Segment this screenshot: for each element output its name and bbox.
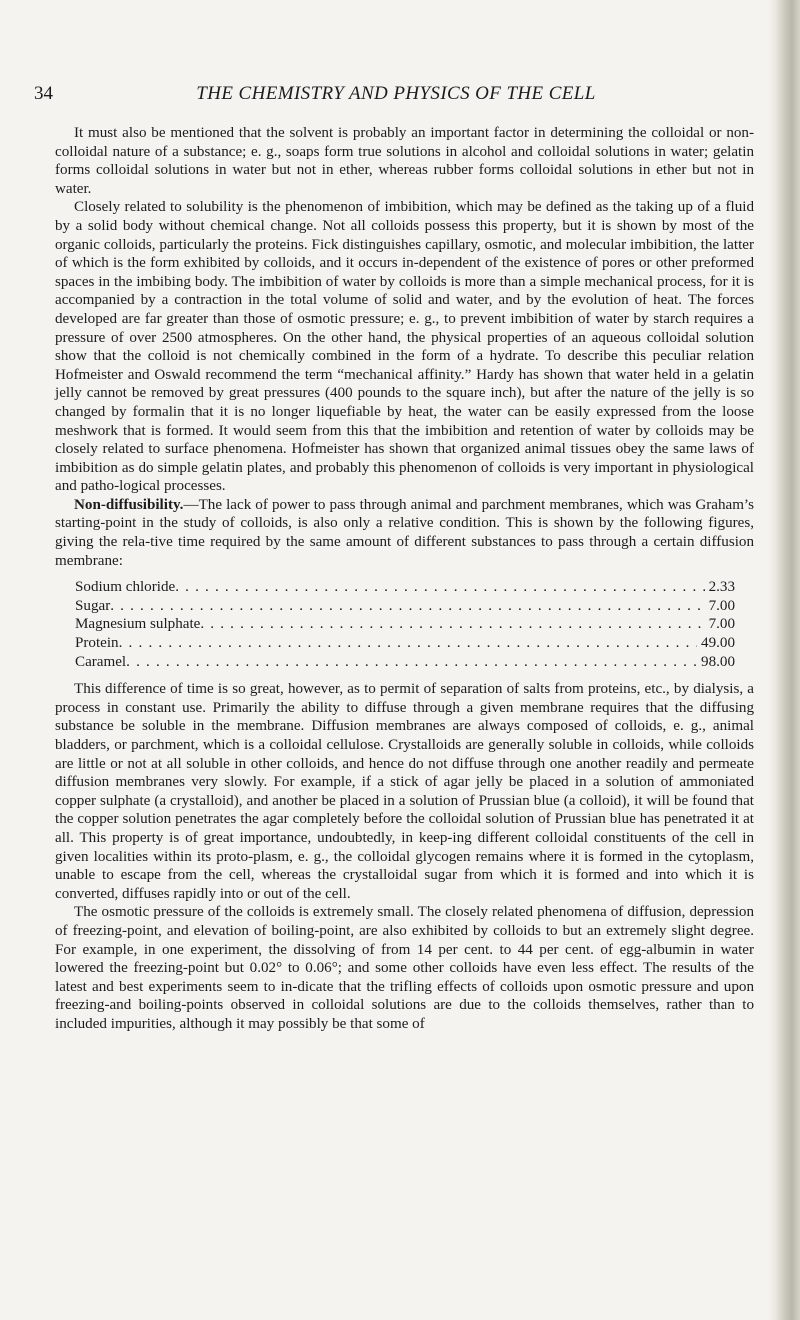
diffusion-time: 2.33 <box>708 579 735 596</box>
diffusion-time: 49.00 <box>701 635 735 652</box>
substance-name: Sugar <box>75 597 111 614</box>
substance-name: Caramel <box>75 653 127 670</box>
diffusion-time: 7.00 <box>708 616 735 633</box>
body-text <box>55 124 754 1034</box>
paragraph-dialysis: This difference of time is so great, however, as to permit of separation of salts from proteins, etc., by dialysis, a process in constant use. Primarily the ability to diffuse through a given membrane requires that the diffusing substance be soluble in the membrane. Diffusion membranes are always composed of colloids, e. g., animal bladders, or parchment, which is a colloidal cellulose. Crystalloids are generally soluble in colloids, while colloids are little or not at all soluble in other colloids, and hence do not diffuse through one another readily and permeate diffusion membranes very slowly. For example, if a stick of agar jelly be placed in a solution of ammoniated copper sulphate (a crystalloid), and another be placed in a solution of Prussian blue (a colloid), it will be found that the copper solution penetrates the agar completely before the colloidal solution of Prussian blue has penetrated it at all. This property is of great importance, undoubtedly, in keep-ing different colloidal constituents of the cell in given localities within its proto-plasm, e. g., the colloidal glycogen remains where it is formed in the cytoplasm, unable to escape from the cell, whereas the crystalloidal sugar from which it is formed and into which it is converted, diffuses rapidly into or out of the cell. <box>55 681 754 902</box>
binding-shadow <box>768 0 800 1320</box>
substance-name: Magnesium sulphate <box>75 616 201 633</box>
leader-dots <box>200 615 704 634</box>
diffusion-time: 7.00 <box>708 597 735 614</box>
section-heading-non-diffusibility: Non-diffusibility. <box>74 496 184 513</box>
page-header <box>34 83 758 107</box>
substance-name: Sodium chloride <box>75 579 176 596</box>
diffusion-time-table <box>55 578 735 671</box>
paragraph-osmotic-pressure: The osmotic pressure of the colloids is extremely small. The closely related phenomena of diffusion, depression of freezing-point, and elevation of boiling-point, are also exhibited by colloids to but an extremely slight degree. For example, in one experiment, the dissolving of from 14 per cent. to 44 per cent. of egg-albumin in water lowered the freezing-point but 0.02° to 0.06°; and some other colloids have even less effect. The results of the latest and best experiments seem to in-dicate that the trifling effects of colloids upon osmotic pressure and upon freezing-and boiling-points observed in colloidal solutions are due to the colloids themselves, rather than to included impurities, although it may possibly be that some of <box>55 904 754 1032</box>
leader-dots <box>119 634 697 653</box>
table-row <box>75 597 735 616</box>
table-row <box>75 615 735 634</box>
paragraph-solvent: It must also be mentioned that the solvent is probably an important factor in determining the colloidal or non-colloidal nature of a substance; e. g., soaps form true solutions in alcohol and colloidal solutions in water; gelatin forms colloidal solutions in water but not in ether, whereas rubber forms colloidal solutions in ether but not in water. <box>55 125 754 197</box>
paragraph-imbibition: Closely related to solubility is the phenomenon of imbibition, which may be defined as the taking up of a fluid by a solid body without chemical change. Not all colloids possess this property, but it is shown by most of the organic colloids, particularly the proteins. Fick distinguishes capillary, osmotic, and molecular imbibition, the latter of which is the form exhibited by colloids, and it occurs in-dependent of the existence of pores or other preformed spaces in the imbibing body. The imbibition of water by colloids is more than a simple mechanical process, for it is accompanied by a contraction in the total volume of solid and water, and by the evolution of heat. The forces developed are far greater than those of osmotic pressure; e. g., to prevent imbibition of water by starch requires a pressure of over 2500 atmospheres. On the other hand, the physical properties of an aqueous colloidal solution show that the colloid is not chemically combined in the form of a hydrate. To describe this peculiar relation Hofmeister and Oswald recommend the term “mechanical affinity.” Hardy has shown that water held in a gelatin jelly cannot be removed by great pressures (400 pounds to the square inch), but after the nature of the jelly is so changed by formalin that it is no longer liquefiable by heat, the water can be easily expressed from the loose meshwork that is formed. It would seem from this that the imbibition and retention of water by colloids may be closely related to surface phenomena. Hofmeister has shown that organized animal tissues obey the same laws of imbibition as do simple gelatin plates, and probably this phenomenon of colloids is very important in physiological and patho-logical processes. <box>55 199 754 495</box>
paragraph-non-diffusibility-text: —The lack of power to pass through animal and parchment membranes, which was Graham’s starting-point in the study of colloids, is also only a relative condition. This is shown by the following figures, giving the rela-tive time required by the same amount of different substances to pass through a certain diffusion membrane: <box>55 496 754 569</box>
table-row <box>75 634 735 653</box>
table-row <box>75 653 735 672</box>
leader-dots <box>110 597 704 616</box>
page-number: 34 <box>34 83 53 104</box>
diffusion-time: 98.00 <box>701 653 735 670</box>
leader-dots <box>175 578 704 597</box>
substance-name: Protein <box>75 635 119 652</box>
running-title: THE CHEMISTRY AND PHYSICS OF THE CELL <box>196 83 596 104</box>
paragraph-non-diffusibility <box>55 496 754 570</box>
leader-dots <box>126 653 697 672</box>
table-row <box>75 578 735 597</box>
